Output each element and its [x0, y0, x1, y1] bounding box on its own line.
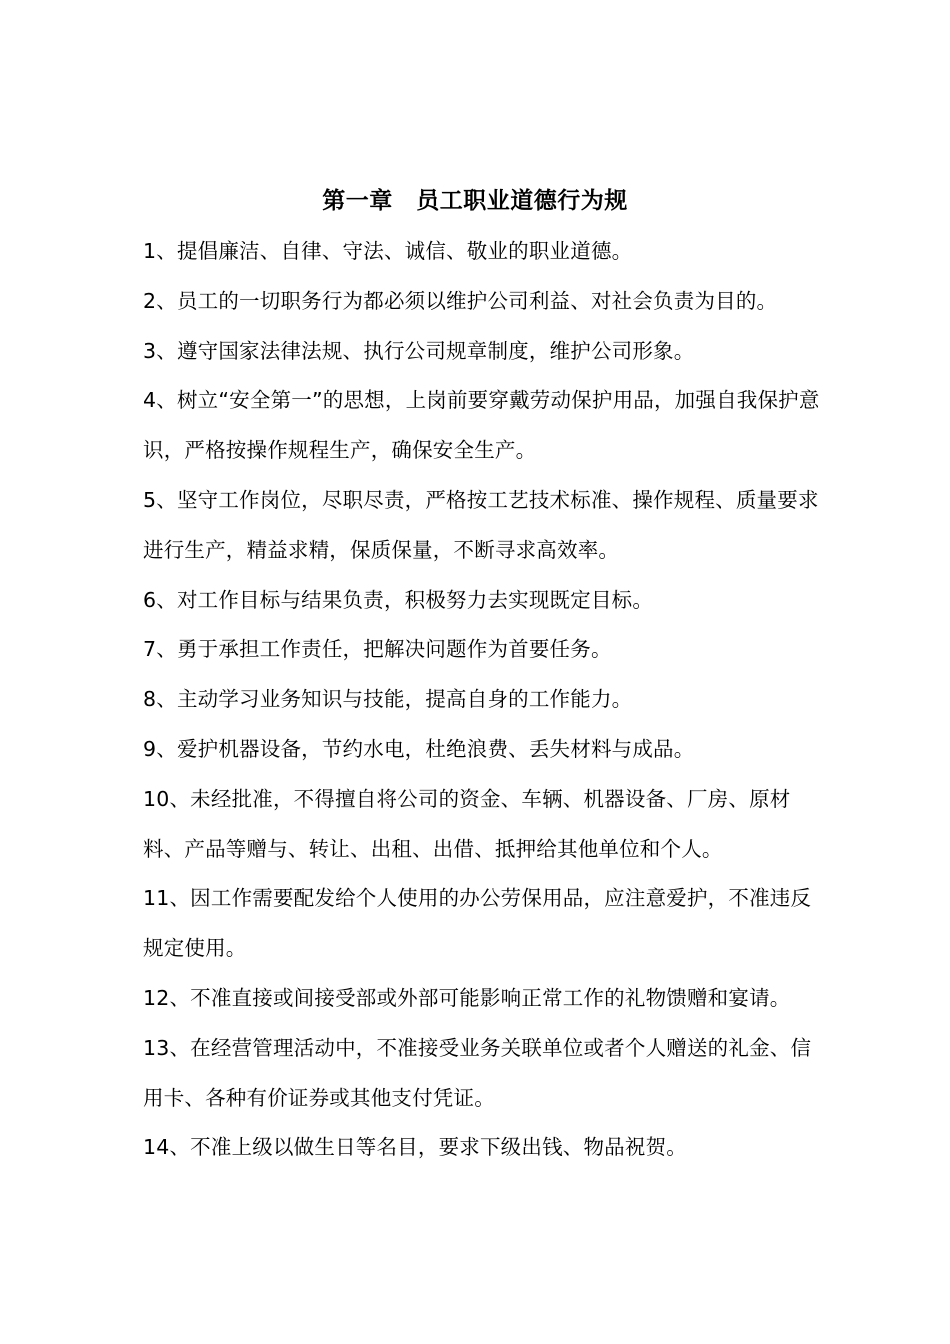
rule-item-12: 12、不准直接或间接受部或外部可能影响正常工作的礼物馈赠和宴请。 — [143, 985, 791, 1010]
rule-item-1: 1、提倡廉洁、自律、守法、诚信、敬业的职业道德。 — [143, 239, 633, 263]
rules-list — [143, 227, 823, 1173]
rule-item-9: 9、爱护机器设备，节约水电，杜绝浪费、丢失材料与成品。 — [143, 736, 695, 761]
rule-item-11: 11、因工作需要配发给个人使用的办公劳保用品，应注意爱护，不准违反规定使用。 — [143, 886, 812, 961]
rule-item-3: 3、遵守国家法律法规、执行公司规章制度，维护公司形象。 — [143, 338, 695, 363]
rule-item-13: 13、在经营管理活动中，不准接受业务关联单位或者个人赠送的礼金、信用卡、各种有价证券或其他支付凭证。 — [143, 1035, 812, 1110]
rule-item-2: 2、员工的一切职务行为都必须以维护公司利益、对社会负责为目的。 — [143, 288, 778, 313]
rule-item-4: 4、树立“安全第一”的思想，上岗前要穿戴劳动保护用品，加强自我保护意识，严格按操作规程生产，确保安全生产。 — [143, 388, 820, 463]
rule-item-8: 8、主动学习业务知识与技能，提高自身的工作能力。 — [143, 687, 633, 712]
rule-item-14: 14、不准上级以做生日等名目，要求下级出钱、物品祝贺。 — [143, 1135, 687, 1160]
rule-item-10: 10、未经批准，不得擅自将公司的资金、车辆、机器设备、厂房、原材料、产品等赠与、转让、出租、出借、抵押给其他单位和个人。 — [143, 786, 791, 861]
rule-item-6: 6、对工作目标与结果负责，积极努力去实现既定目标。 — [143, 587, 654, 612]
chapter-title: 第一章 员工职业道德行为规 — [322, 188, 628, 214]
rule-item-5: 5、坚守工作岗位，尽职尽责，严格按工艺技术标准、操作规程、质量要求进行生产，精益求精，保质保量，不断寻求高效率。 — [143, 487, 819, 562]
rule-item-7: 7、勇于承担工作责任，把解决问题作为首要任务。 — [143, 637, 612, 662]
